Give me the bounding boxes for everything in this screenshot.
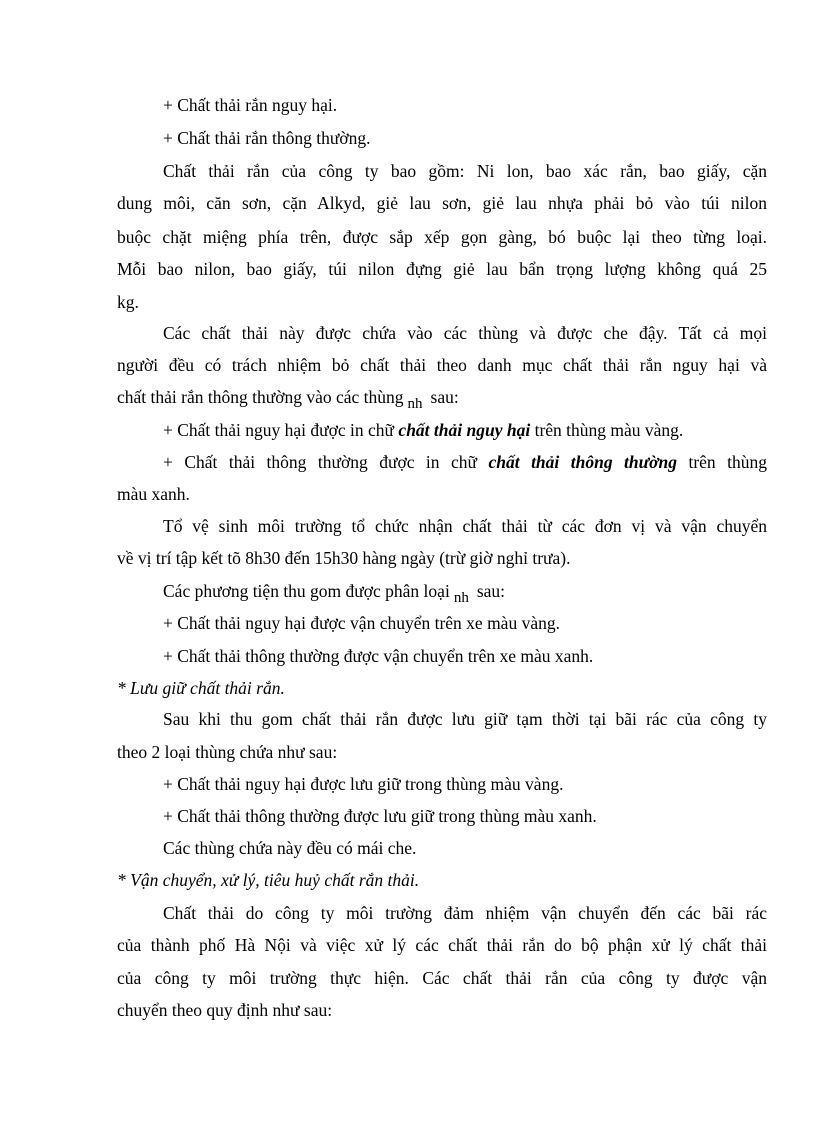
list-item: + Chất thải thông thường được vận chuyển trên xe màu xanh. bbox=[163, 646, 594, 666]
paragraph-line: màu xanh. bbox=[117, 484, 190, 504]
paragraph-line bbox=[163, 580, 767, 606]
paragraph-line: Chất thải rắn của công ty bao gồm: Ni lon, bao xác rắn, bao giấy, cặn bbox=[163, 161, 767, 181]
paragraph-line: về vị trí tập kết tõ 8h30 đến 15h30 hàng ngày (trừ giờ nghỉ trưa). bbox=[117, 548, 571, 568]
list-item: + Chất thải nguy hại được lưu giữ trong thùng màu vàng. bbox=[163, 774, 564, 794]
paragraph-line: Chất thải do công ty môi trường đảm nhiệm vận chuyển đến các bãi rác bbox=[163, 903, 767, 923]
paragraph-line: dung môi, căn sơn, cặn Alkyd, giẻ lau sơn, giẻ lau nhựa phải bỏ vào túi nilon bbox=[117, 193, 767, 213]
list-item: + Chất thải thông thường được lưu giữ trong thùng màu xanh. bbox=[163, 806, 597, 826]
text-span: Các phương tiện thu gom được phân loại bbox=[163, 581, 450, 601]
text-span: trên thùng màu vàng. bbox=[534, 420, 684, 440]
section-heading: * Lưu giữ chất thải rắn. bbox=[117, 678, 285, 698]
paragraph-line: của công ty môi trường thực hiện. Các chất thải rắn của công ty được vận bbox=[117, 968, 767, 988]
emphasis-text: chất thải thông thường bbox=[488, 452, 677, 472]
text-span: chất thải rắn thông thường vào các thùng bbox=[117, 387, 404, 407]
paragraph-line: của thành phố Hà Nội và việc xử lý các chất thải rắn do bộ phận xử lý chất thải bbox=[117, 935, 767, 955]
paragraph-line: Các thùng chứa này đều có mái che. bbox=[163, 838, 417, 858]
paragraph-line: theo 2 loại thùng chứa như sau: bbox=[117, 742, 338, 762]
text-fragment: nh bbox=[407, 396, 423, 412]
text-span: sau: bbox=[430, 387, 459, 407]
list-item: + Chất thải rắn nguy hại. bbox=[163, 95, 338, 115]
list-item bbox=[163, 419, 767, 441]
paragraph-line: chuyển theo quy định như sau: bbox=[117, 1000, 333, 1020]
text-span: + Chất thải thông thường được in chữ bbox=[163, 452, 478, 472]
paragraph-line: kg. bbox=[117, 292, 139, 312]
text-span: sau: bbox=[476, 581, 506, 601]
text-fragment: nh bbox=[453, 590, 469, 606]
section-heading: * Vận chuyển, xử lý, tiêu huỷ chất rắn thải. bbox=[117, 870, 420, 890]
paragraph-line: người đều có trách nhiệm bỏ chất thải theo danh mục chất thải rắn nguy hại và bbox=[117, 355, 767, 375]
paragraph-line bbox=[117, 386, 767, 412]
list-item bbox=[163, 451, 767, 473]
list-item: + Chất thải nguy hại được vận chuyển trên xe màu vàng. bbox=[163, 613, 560, 633]
paragraph-line: Sau khi thu gom chất thải rắn được lưu giữ tạm thời tại bãi rác của công ty bbox=[163, 709, 767, 729]
list-item: + Chất thải rắn thông thường. bbox=[163, 128, 371, 148]
paragraph-line: buộc chặt miệng phía trên, được sắp xếp gọn gàng, bó buộc lại theo từng loại. bbox=[117, 227, 767, 247]
paragraph-line: Các chất thải này được chứa vào các thùng và được che đậy. Tất cả mọi bbox=[163, 323, 767, 343]
paragraph-line: Tổ vệ sinh môi trường tổ chức nhận chất thải từ các đơn vị và vận chuyển bbox=[163, 516, 767, 536]
emphasis-text: chất thải nguy hại bbox=[398, 420, 531, 440]
text-span: + Chất thải nguy hại được in chữ bbox=[163, 420, 395, 440]
paragraph-line: Mỗi bao nilon, bao giấy, túi nilon đựng giẻ lau bẩn trọng lượng không quá 25 bbox=[117, 259, 767, 279]
text-span: trên thùng bbox=[688, 452, 767, 472]
